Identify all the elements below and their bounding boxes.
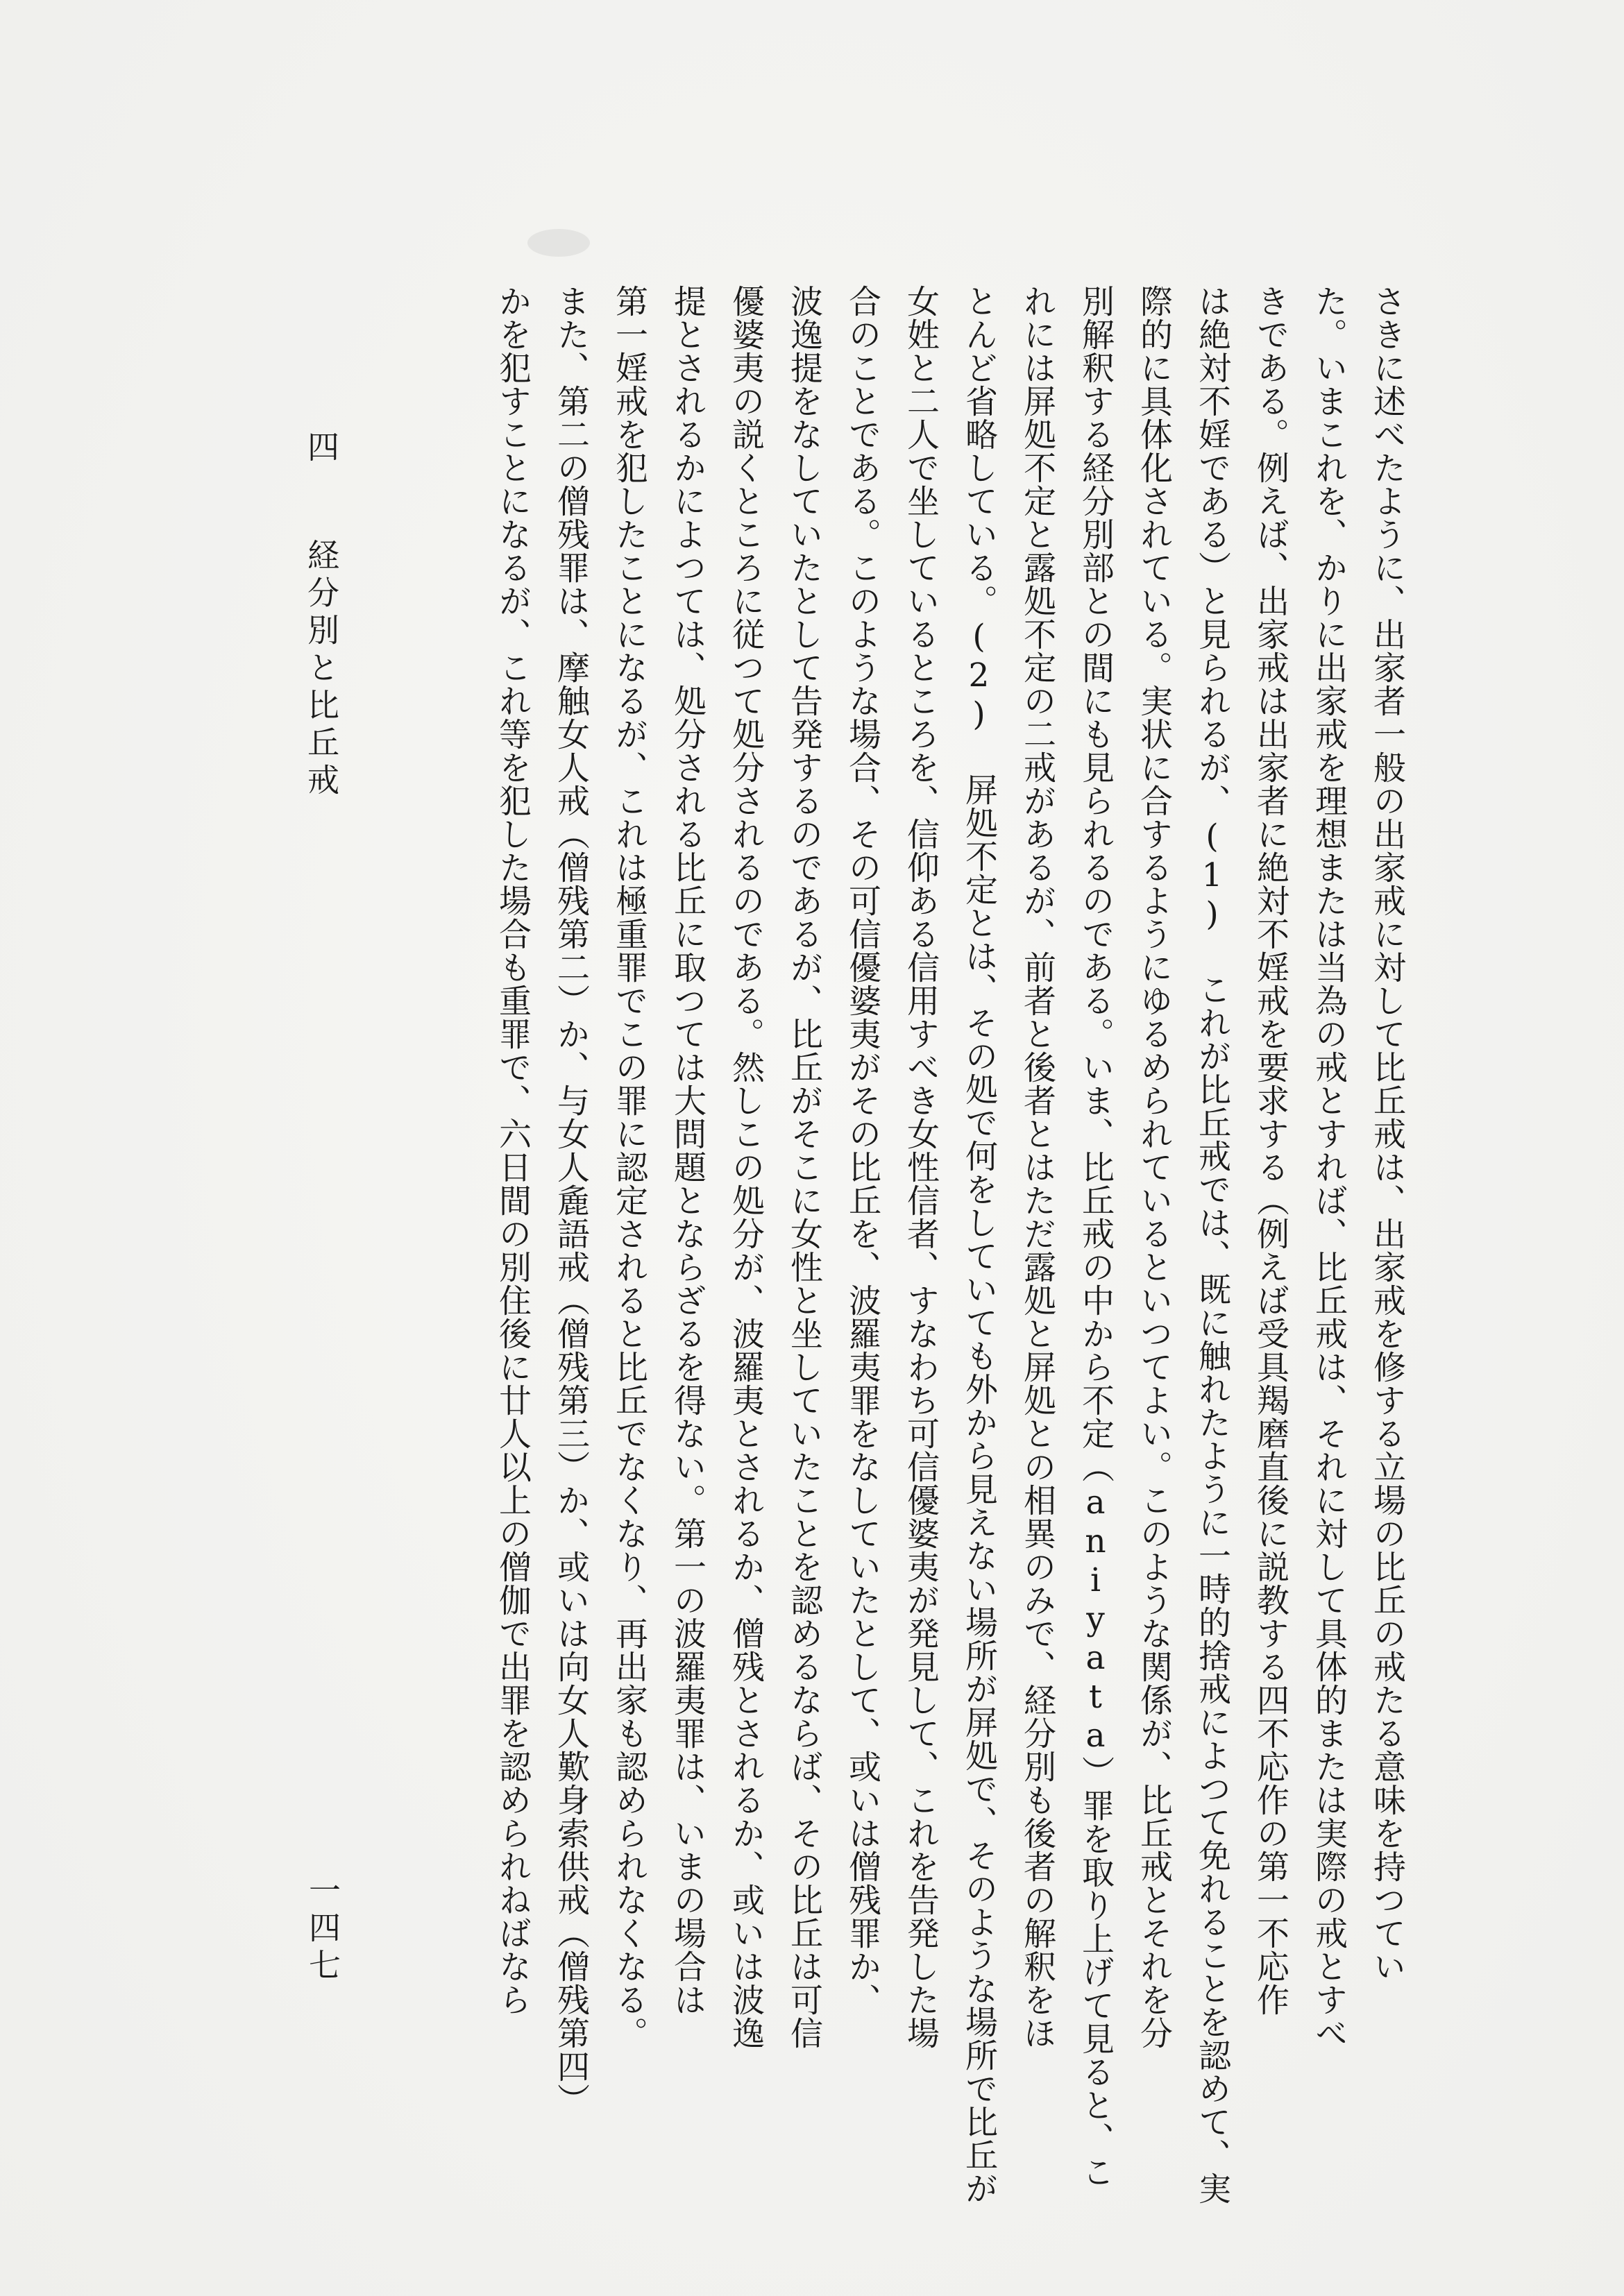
text-line: 際的に具体化されている。実状に合するようにゆるめられているといつてよい。このような関係が、比丘戒とそれを分 <box>1135 284 1173 2050</box>
text-line: さきに述べたように、出家者一般の出家戒に対して比丘戒は、出家戒を修する立場の比丘の戒たる意味を持つてい <box>1368 284 1406 1983</box>
text-line: 別解釈する経分別部との間にも見られるのである。いま、比丘戒の中から不定（aniyata）罪を取り上げて見ると、こ <box>1076 284 1115 2188</box>
text-line: 合のことである。このような場合、その可信優婆夷がその比丘を、波羅夷罪をなしていたとして、或いは僧残罪か、 <box>843 284 881 2016</box>
text-line: 優婆夷の説くところに従つて処分されるのである。然しこの処分が、波羅夷とされるか、僧残とされるか、或いは波逸 <box>727 284 765 2050</box>
text-line: きである。例えば、出家戒は出家者に絶対不婬戒を要求する（例えば受具羯磨直後に説教する四不応作の第一不応作 <box>1251 284 1289 2016</box>
text-line: 提とされるかによつては、処分される比丘に取つては大問題とならざるを得ない。第一の波羅夷罪は、いまの場合は <box>668 284 707 2016</box>
section-number: 四 <box>303 430 340 468</box>
text-line: 第一婬戒を犯したことになるが、これは極重罪でこの罪に認定されると比丘でなくなり、再出家も認められなくなる。 <box>610 284 648 2050</box>
scan-smudge-mark <box>527 229 590 257</box>
running-head <box>298 430 344 801</box>
text-line: また、第二の僧残罪は、摩触女人戒（僧残第二）か、与女人麁語戒（僧残第三）か、或いは向女人歎身索供戒（僧残第四） <box>552 284 590 2116</box>
section-title: 経分別と比丘戒 <box>303 538 340 801</box>
text-line: 女姓と二人で坐しているところを、信仰ある信用すべき女性信者、すなわち可信優婆夷が発見して、これを告発した場 <box>902 284 940 2050</box>
page-number: 一四七 <box>304 1873 341 1986</box>
text-line: た。いまこれを、かりに出家戒を理想または当為の戒とすれば、比丘戒は、それに対して具体的または実際の戒とすべ <box>1310 284 1348 2050</box>
main-text-block <box>483 284 1416 2205</box>
text-line: とんど省略している。(2) 屏処不定とは、その処で何をしていても外から見えない場所が屏処で、そのような場所で比丘が <box>960 284 998 2205</box>
text-line: れには屏処不定と露処不定の二戒があるが、前者と後者とはただ露処と屏処との相異のみで、経分別も後者の解釈をほ <box>1018 284 1056 2050</box>
text-line: 波逸提をなしていたとして告発するのであるが、比丘がそこに女性と坐していたことを認めるならば、その比丘は可信 <box>785 284 823 2050</box>
text-line: かを犯すことになるが、これ等を犯した場合も重罪で、六日間の別住後に廿人以上の僧伽で出罪を認められねばなら <box>493 284 532 2016</box>
text-line: は絶対不婬である）と見られるが、(1) これが比丘戒では、既に触れたように一時的捨戒によつて免れることを認めて、実 <box>1193 284 1231 2205</box>
